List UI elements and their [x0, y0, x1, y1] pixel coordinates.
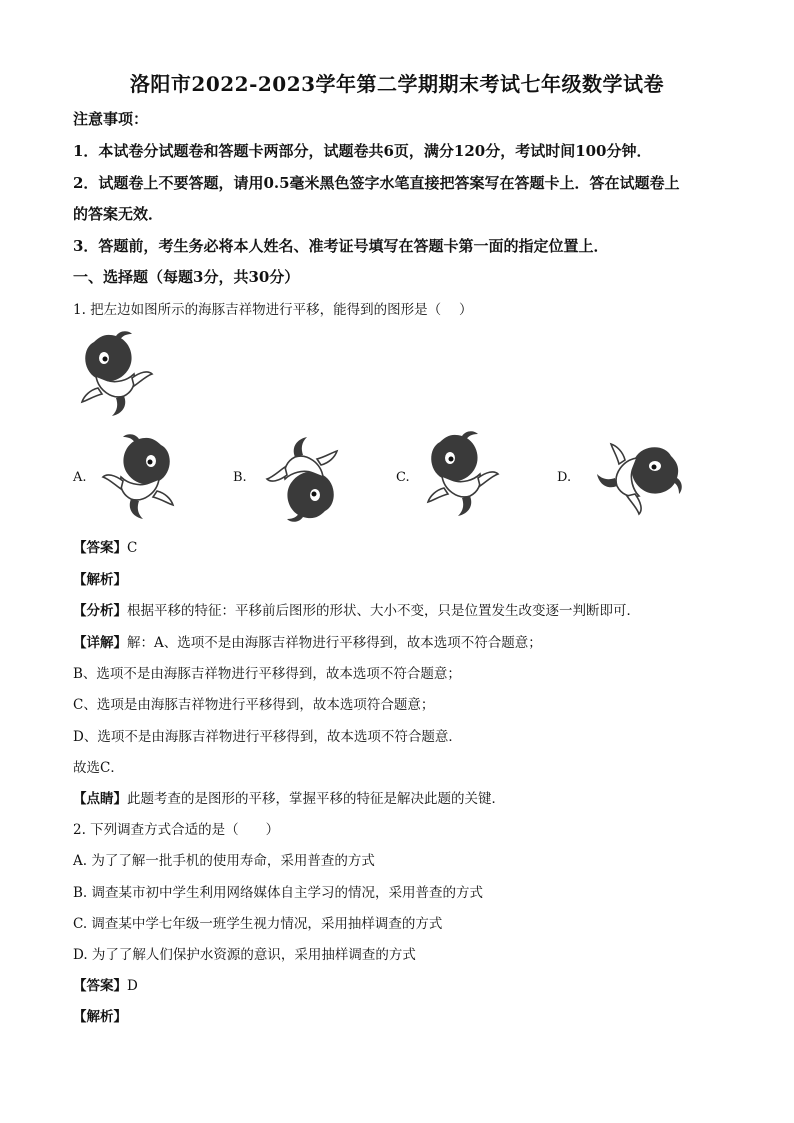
q1-option-b-label: B. [233, 470, 247, 485]
note-item-1: 1．本试卷分试题卷和答题卡两部分，试题卷共6页，满分120分，考试时间100分钟． [73, 142, 652, 160]
q1-conclusion: 故选C． [73, 760, 124, 776]
q2-option-c[interactable]: C. 调查某中学七年级一班学生视力情况，采用抽样调查的方式 [73, 916, 443, 932]
notes-heading: 注意事项： [73, 110, 149, 128]
q1-explain-b: B、选项不是由海豚吉祥物进行平移得到，故本选项不符合题意； [73, 666, 461, 682]
dolphin-original-figure [82, 331, 152, 416]
q1-option-a-label: A. [73, 470, 87, 485]
q1-stem: 1. 把左边如图所示的海豚吉祥物进行平移，能得到的图形是（ ） [73, 302, 473, 318]
dolphin-option-c-icon [422, 430, 504, 520]
q1-option-d-label: D. [557, 470, 572, 485]
dolphin-option-b-icon [261, 430, 343, 526]
q1-xiangjie-text: 解：A、选项不是由海豚吉祥物进行平移得到，故本选项不符合题意； [127, 635, 542, 651]
q1-fenxi-text: 根据平移的特征：平移前后图形的形状、大小不变，只是位置发生改变逐一判断即可． [127, 603, 640, 619]
dolphin-option-d-icon [593, 438, 689, 520]
q1-dianjing [73, 787, 734, 807]
q2-answer-label: 【答案】 [73, 978, 127, 994]
q2-option-a[interactable]: A. 为了了解一批手机的使用寿命，采用普查的方式 [73, 853, 375, 869]
q1-xiangjie-label: 【详解】 [73, 635, 127, 651]
q2-option-d[interactable]: D. 为了了解人们保护水资源的意识，采用抽样调查的方式 [73, 947, 416, 963]
q1-answer-value: C [127, 540, 138, 556]
q1-explain-c: C、选项是由海豚吉祥物进行平移得到，故本选项符合题意； [73, 697, 435, 713]
q1-answer-label: 【答案】 [73, 540, 127, 556]
dolphin-option-a-icon [97, 433, 179, 523]
note-item-3: 3．答题前，考生务必将本人姓名、准考证号填写在答题卡第一面的指定位置上． [73, 237, 609, 255]
q1-analysis-label: 【解析】 [73, 572, 127, 588]
q1-xiangjie [73, 631, 734, 651]
q1-fenxi [73, 599, 734, 619]
q1-fenxi-label: 【分析】 [73, 603, 127, 619]
dolphin-mascot-image [76, 330, 158, 420]
q2-analysis-heading [73, 1005, 734, 1025]
q1-explain-d: D、选项不是由海豚吉祥物进行平移得到，故本选项不符合题意． [73, 729, 462, 745]
q1-option-c-label: C. [396, 470, 410, 485]
note-item-2: 2．试题卷上不要答题，请用0.5毫米黑色签字水笔直接把答案写在答题卡上．答在试题卷上 [73, 174, 680, 192]
q2-answer-value: D [127, 978, 138, 994]
q1-analysis-heading [73, 568, 734, 588]
note-item-2-cont: 的答案无效． [73, 205, 164, 223]
q2-analysis-label: 【解析】 [73, 1009, 127, 1025]
q1-answer [73, 536, 734, 556]
q1-options [73, 428, 733, 528]
q1-dianjing-label: 【点睛】 [73, 791, 127, 807]
q2-option-b[interactable]: B. 调查某市初中学生利用网络媒体自主学习的情况，采用普查的方式 [73, 885, 484, 901]
q1-dianjing-text: 此题考查的是图形的平移，掌握平移的特征是解决此题的关键． [127, 791, 505, 807]
page-title: 洛阳市2022-2023学年第二学期期末考试七年级数学试卷 [129, 72, 665, 96]
q2-answer [73, 974, 734, 994]
section-heading: 一、选择题（每题3分，共30分） [73, 268, 300, 286]
q2-stem: 2. 下列调查方式合适的是（ ） [73, 822, 280, 838]
